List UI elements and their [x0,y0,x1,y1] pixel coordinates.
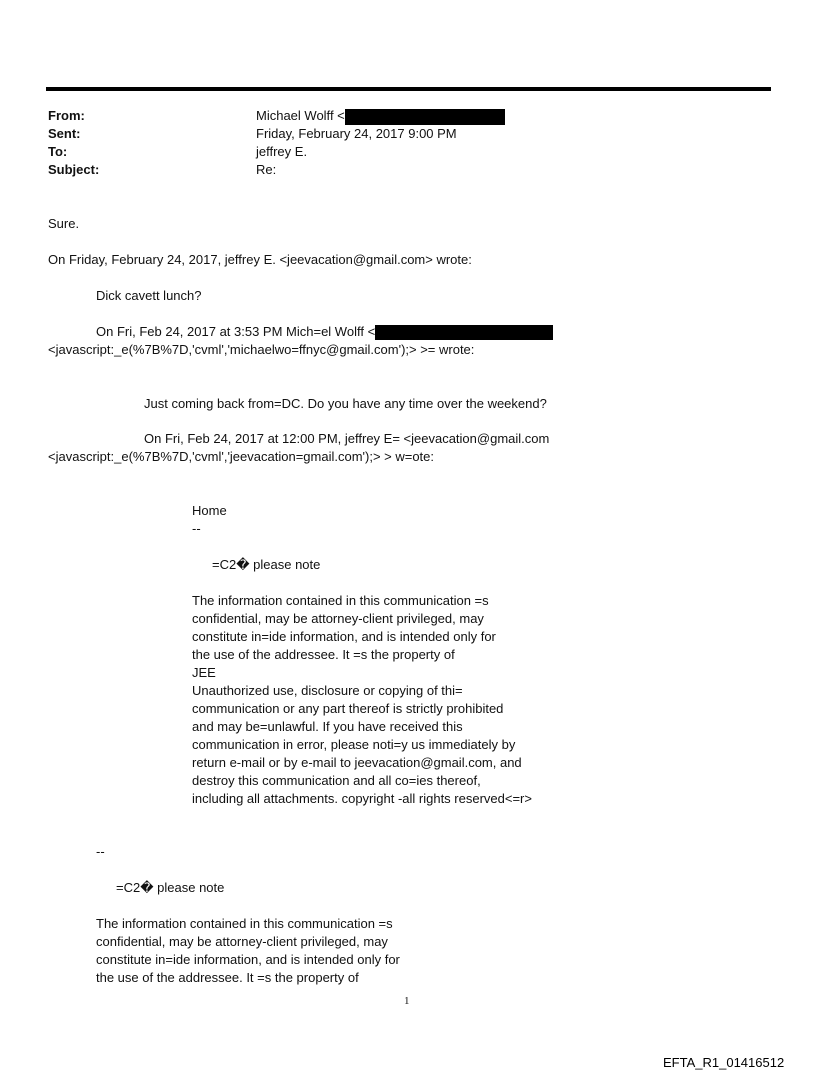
sent-label: Sent: [48,126,81,141]
reply-text: Sure. [48,216,80,231]
quote2-intro-text: On Fri, Feb 24, 2017 at 3:53 PM Mich=el Wolff < [96,324,376,339]
signature1-home: Home [192,503,227,518]
signature1-dashes: -- [192,521,201,536]
signature2-dashes: -- [96,844,105,859]
signature1-note: =C2� please note [212,557,321,572]
quote2-text: Just coming back from=DC. Do you have any time over the weekend? [144,396,547,411]
quote2-intro-line2: <javascript:_e(%7B%7D,'cvml','michaelwo=ffnyc@gmail.com');> >= wrote: [48,342,475,357]
quote1-intro: On Friday, February 24, 2017, jeffrey E. <jeevacation@gmail.com> wrote: [48,252,472,267]
document-id: EFTA_R1_01416512 [663,1055,785,1070]
subject-label: Subject: [48,162,100,177]
quote1-text: Dick cavett lunch? [96,288,202,303]
from-value [256,107,505,125]
signature1-disclaimer: The information contained in this communication =s confidential, may be attorney-client privileged, may constitute in=ide information, and is intended only for the use of the addressee. It =s the property of JEE Unauthorized use, disclosure or copying of thi= communication or any part thereof is strictly prohibited and may be=unlawful. If you have received this communication in error, please noti=y us immediately by return e-mail or by e-mail to jeevacation@gmail.com, and destroy this communication and all co=ies thereof, including all attachments. copyright -all rights reserved<=r> [192,593,532,806]
signature2-disclaimer: The information contained in this communication =s confidential, may be attorney-client privileged, may constitute in=ide information, and is intended only for the use of the addressee. It =s the property of [96,916,400,985]
sent-value: Friday, February 24, 2017 9:00 PM [256,126,457,141]
quote3-intro-line1: On Fri, Feb 24, 2017 at 12:00 PM, jeffrey E= <jeevacation@gmail.com [144,431,550,446]
from-sender-text: Michael Wolff < [256,108,345,123]
quote3-intro-line2: <javascript:_e(%7B%7D,'cvml','jeevacation=gmail.com');> > w=ote: [48,449,435,464]
redaction-block [345,109,505,125]
redaction-block [375,325,553,340]
to-label: To: [48,144,68,159]
subject-value: Re: [256,162,277,177]
to-value: jeffrey E. [256,144,308,159]
from-label: From: [48,108,85,123]
page-number: 1 [404,995,410,1007]
header-rule [46,87,771,91]
signature2-note: =C2� please note [116,880,225,895]
quote2-intro-line1 [96,323,553,341]
